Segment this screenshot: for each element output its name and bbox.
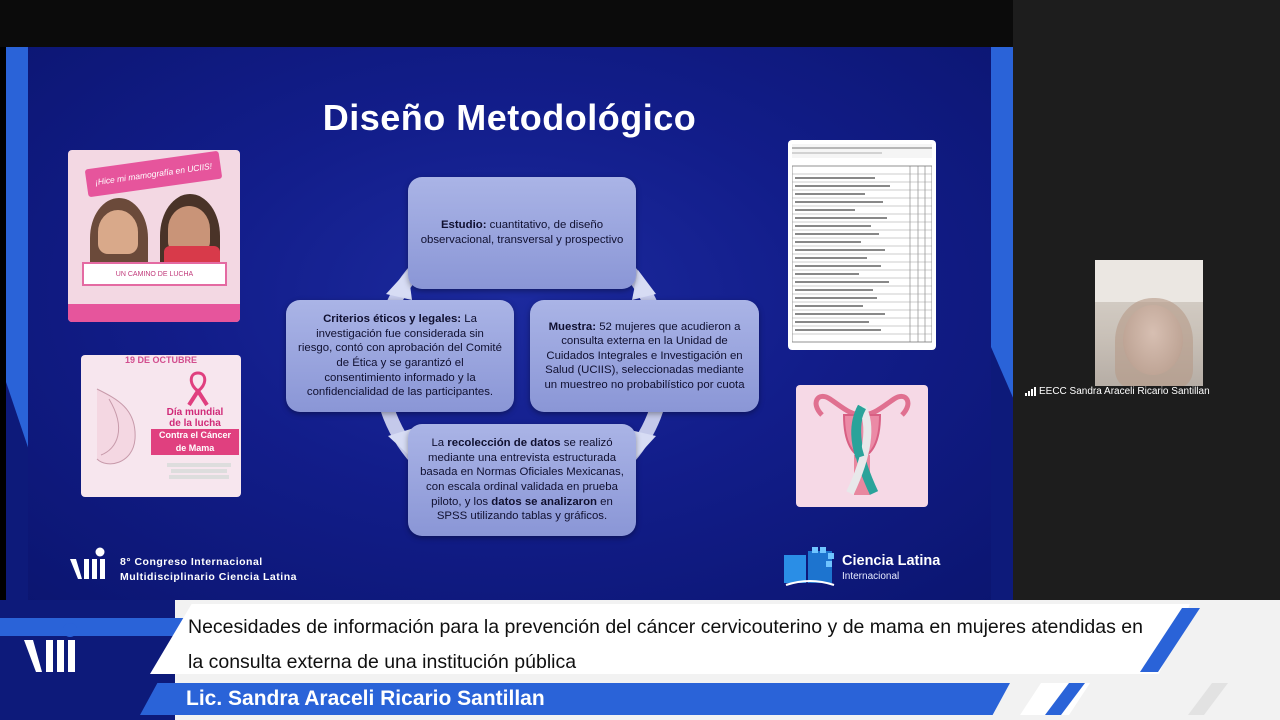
study-box bbox=[408, 177, 636, 289]
participant-face bbox=[1123, 305, 1183, 375]
pink-ribbon-icon bbox=[185, 371, 211, 407]
brand-sub: Internacional bbox=[842, 571, 900, 582]
signal-strength-icon bbox=[1025, 387, 1036, 396]
study-text: cuantitativo, de diseño observacional, transversal y prospectivo bbox=[420, 219, 624, 246]
top-black-bar bbox=[0, 0, 1013, 47]
congress-logo-icon bbox=[68, 547, 112, 583]
photo-banner: ¡Hice mi mamografía en UCIIS! bbox=[85, 151, 223, 198]
accent-stripe bbox=[1188, 683, 1228, 715]
congress-line2: Multidisciplinario Ciencia Latina bbox=[120, 571, 297, 583]
ethics-label: Criterios éticos y legales: bbox=[323, 313, 462, 326]
poster-line3: Contra el Cáncer bbox=[151, 429, 239, 442]
sample-text: 52 mujeres que acudieron a consulta externa en la Unidad de Cuidados Integrales e Investigación en Salud (UCIIS), seleccionadas mediante un muestreo no probabilístico por cuota bbox=[544, 320, 745, 391]
participant-video-tile[interactable] bbox=[1095, 260, 1203, 386]
questionnaire-table bbox=[792, 144, 932, 344]
poster-line1: Día mundial bbox=[166, 407, 224, 418]
background-window bbox=[1095, 260, 1203, 302]
congress-name bbox=[120, 555, 297, 585]
lower-third-banner bbox=[0, 600, 1280, 720]
questionnaire-image bbox=[788, 140, 936, 350]
collection-label: recolección de datos bbox=[447, 437, 561, 450]
participant-name: EECC Sandra Araceli Ricario Santillan bbox=[1039, 386, 1210, 397]
mammography-campaign-photo bbox=[68, 150, 240, 322]
uterus-ribbon-icon bbox=[796, 385, 928, 507]
poster-date: 19 DE OCTUBRE bbox=[124, 355, 197, 365]
breast-cancer-day-poster bbox=[81, 355, 241, 497]
sample-label: Muestra: bbox=[548, 320, 597, 333]
poster-line2: de la lucha bbox=[169, 418, 221, 429]
talk-title: Necesidades de información para la prevención del cáncer cervicouterino y de mama en mujeres atendidas en la consulta externa de una institución pública bbox=[188, 616, 1143, 673]
sample-box bbox=[530, 300, 759, 412]
poster-text bbox=[151, 407, 239, 461]
body-outline-icon bbox=[87, 369, 147, 479]
poster-line4: de Mama bbox=[151, 442, 239, 455]
person-face bbox=[98, 210, 138, 254]
ethics-box bbox=[286, 300, 514, 412]
speaker-name: Lic. Sandra Araceli Ricario Santillan bbox=[186, 687, 545, 710]
congress-logo-icon bbox=[22, 622, 86, 678]
analysis-label: datos se analizaron bbox=[491, 495, 598, 508]
slide-title: Diseño Metodológico bbox=[322, 97, 697, 138]
photo-footer bbox=[68, 304, 240, 322]
shared-slide bbox=[6, 47, 1013, 600]
participant-label bbox=[1025, 386, 1210, 397]
collection-mid: se realizó mediante una entrevista estructurada basada en Normas Oficiales Mexicanas, con escala ordinal validada en prueba piloto, y los bbox=[420, 437, 624, 508]
ciencia-latina-logo-icon bbox=[782, 545, 838, 587]
cervical-cancer-image bbox=[796, 385, 928, 507]
study-label: Estudio: bbox=[440, 219, 487, 232]
collection-pre: La bbox=[431, 437, 448, 450]
congress-line1: 8° Congreso Internacional bbox=[120, 556, 263, 568]
brand-text bbox=[842, 553, 940, 582]
photo-sign: UN CAMINO DE LUCHA bbox=[82, 262, 227, 286]
ethics-text: La investigación fue considerada sin riesgo, contó con aprobación del Comité de Ética y se garantizó el consentimiento informado y la confidencialidad de las participantes. bbox=[298, 313, 502, 399]
collection-post: en SPSS utilizando tablas y gráficos. bbox=[436, 495, 613, 523]
poster-small-text bbox=[161, 461, 237, 481]
brand-name: Ciencia Latina bbox=[842, 553, 941, 569]
data-collection-box bbox=[408, 424, 636, 536]
